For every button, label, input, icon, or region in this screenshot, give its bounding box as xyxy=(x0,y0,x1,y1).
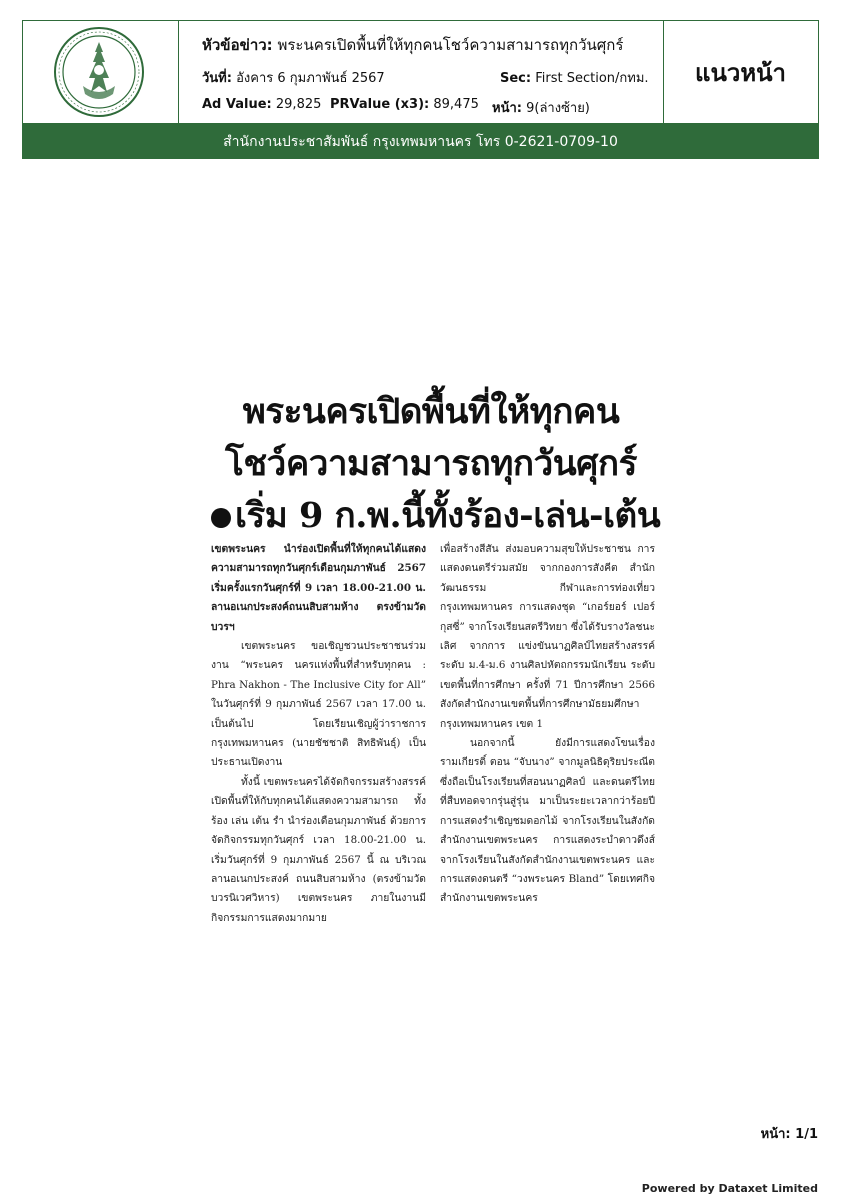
article-paragraph: นอกจากนี้ ยังมีการแสดงโขนเรื่องรามเกียรติ์ ตอน “จับนาง” จากมูลนิธิดุริยประณีต ซึ่งถือเป็นโรงเรียนที่สอนนาฏศิลป์ และดนตรีไทย ที่สืบทอดจากรุ่นสู่รุ่น มาเป็นระยะเวลากว่าร้อยปี การแสดงรำเชิญชมดอกไม้ จากโรงเรียนในสังกัดสำนักงานเขตพระนคร การแสดงระบำดาวดึงส์ จากโรงเรียนในสังกัดสำนักงานเขตพระนคร และการแสดงดนตรี “วงพระนคร Bland” โดยเทศกิจ สำนักงานเขตพระนคร xyxy=(440,737,655,905)
section-label: แนวหน้า xyxy=(694,58,787,87)
prv-row xyxy=(330,97,479,112)
headline-text: พระนครเปิดพื้นที่ให้ทุกคนโชว์ความสามารถทุกวันศุกร์ xyxy=(277,36,624,54)
article-headline-line2: โชว์ความสามารถทุกวันศุกร์ xyxy=(225,443,637,484)
prv-label: PRValue (x3): xyxy=(330,97,430,112)
sec-value: First Section/กทม. xyxy=(535,71,649,86)
page-row xyxy=(492,97,590,118)
headline-row xyxy=(202,33,623,57)
clipping-header xyxy=(22,20,819,124)
article-paragraph: ทั้งนี้ เขตพระนครได้จัดกิจกรรมสร้างสรรค์ เปิดพื้นที่ให้กับทุกคนได้แสดงความสามารถ ทั้งร้อง เล่น เต้น รำ นำร่องเดือนกุมภาพันธ์ ด้วยการจัดกิจกรรมทุกวันศุกร์ เวลา 18.00-21.00 น. เริ่มวันศุกร์ที่ 9 กุมภาพันธ์ 2567 นี้ ณ บริเวณลานอเนกประสงค์ ถนนสิบสามห้าง (ตรงข้ามวัดบวรนิเวศวิหาร) เขตพระนคร ภายในงานมีกิจกรรมการแสดงมากมาย xyxy=(211,775,426,924)
date-row xyxy=(202,67,385,88)
bangkok-seal-icon xyxy=(53,26,145,118)
page-number: หน้า: 1/1 xyxy=(760,1127,818,1142)
ad-value: 29,825 xyxy=(275,97,322,112)
ad-label: Ad Value: xyxy=(202,97,272,112)
headline-label: หัวข้อข่าว: xyxy=(202,36,273,54)
page-value: 9(ล่างซ้าย) xyxy=(526,101,590,116)
ad-row xyxy=(202,97,321,112)
article-body xyxy=(211,540,656,928)
article-paragraph: เขตพระนคร นำร่องเปิดพื้นที่ให้ทุกคนได้แสดงความสามารถทุกวันศุกร์เดือนกุมภาพันธ์ 2567 เริ่มครั้งแรกวันศุกร์ที่ 9 เวลา 18.00-21.00 น. ลานอเนกประสงค์ถนนสิบสามห้าง ตรงข้ามวัดบวรฯ xyxy=(211,543,426,633)
logo-cell xyxy=(23,21,179,123)
bullet-dot-icon xyxy=(211,508,231,528)
article-paragraph: เพื่อสร้างสีสัน ส่งมอบความสุขให้ประชาชน การแสดงดนตรีร่วมสมัย จากกองการสังคีต สำนักวัฒนธรรม กีฬาและการท่องเที่ยว กรุงเทพมหานคร การแสดงชุด “เกอร์ยอร์ เปอร์กุสซี่” จากโรงเรียนสตรีวิทยา ซึ่งได้รับรางวัลชนะเลิศ จากการ แข่งขันนาฏศิลป์ไทยสร้างสรรค์ ระดับ ม.4-ม.6 งานศิลปหัตถกรรมนักเรียน ระดับเขตพื้นที่การศึกษา ครั้งที่ 71 ปีการศึกษา 2566 สังกัดสำนักงานเขตพื้นที่การศึกษามัธยมศึกษากรุงเทพมหานคร เขต 1 xyxy=(440,543,655,730)
page-label: หน้า: xyxy=(492,101,522,116)
article-column-2 xyxy=(440,540,655,928)
article-headline-line1: พระนครเปิดพื้นที่ให้ทุกคน xyxy=(242,391,620,432)
article-headline-block xyxy=(211,386,661,542)
date-label: วันที่: xyxy=(202,71,232,86)
article-subhead-text: เริ่ม 9 ก.พ.นี้ทั้งร้อง-เล่น-เต้น xyxy=(235,495,661,536)
article-subhead xyxy=(211,490,661,542)
article-column-1 xyxy=(211,540,426,928)
sec-row xyxy=(500,67,649,88)
prv-value: 89,475 xyxy=(433,97,479,112)
contact-bar: สำนักงานประชาสัมพันธ์ กรุงเทพมหานคร โทร 0-2621-0709-10 xyxy=(22,124,819,159)
date-value: อังคาร 6 กุมภาพันธ์ 2567 xyxy=(236,71,385,86)
powered-by: Powered by Dataxet Limited xyxy=(641,1182,818,1195)
sec-label: Sec: xyxy=(500,71,532,86)
article-paragraph: เขตพระนคร ขอเชิญชวนประชาชนร่วมงาน “พระนคร นครแห่งพื้นที่สำหรับทุกคน : Phra Nakhon - The Inclusive City for All” ในวันศุกร์ที่ 9 กุมภาพันธ์ 2567 เวลา 17.00 น. เป็นต้นไป โดยเรียนเชิญผู้ว่าราชการกรุงเทพมหานคร (นายชัชชาติ สิทธิพันธุ์) เป็นประธานเปิดงาน xyxy=(211,640,426,769)
section-cell xyxy=(663,21,818,123)
info-cell xyxy=(178,21,664,123)
